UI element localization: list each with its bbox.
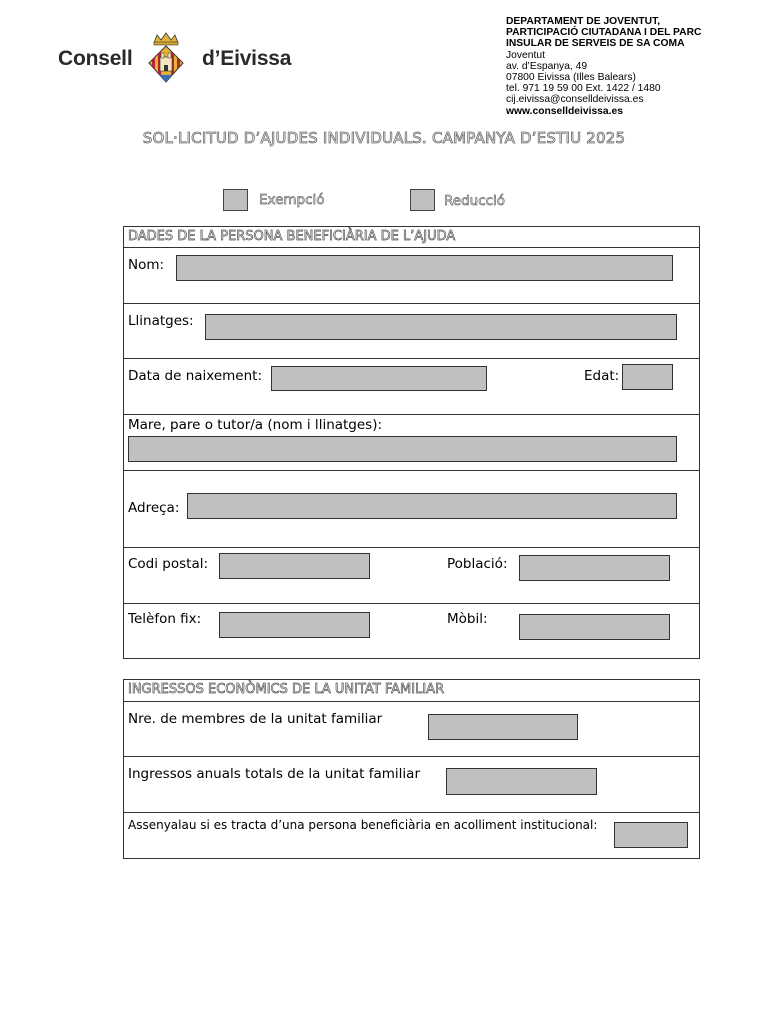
divider [123,812,700,813]
acolliment-label: Assenyalau si es tracta d’una persona beneficiària en acolliment institucional: [128,818,598,832]
coat-of-arms-logo [146,31,186,85]
form-title: SOL·LICITUD D’AJUDES INDIVIDUALS. CAMPANYA D’ESTIU 2025 [142,129,626,147]
exempcio-checkbox[interactable] [223,189,248,211]
mobil-label: Mòbil: [447,611,488,627]
poblacio-field[interactable] [519,555,670,581]
mobil-field[interactable] [519,614,670,640]
department-name-line: INSULAR DE SERVEIS DE SA COMA [506,38,685,50]
codi-postal-field[interactable] [219,553,370,579]
income-section-heading: INGRESSOS ECONÒMICS DE LA UNITAT FAMILIAR [128,682,445,697]
adreca-label: Adreça: [128,500,180,516]
logo-text-deivissa: d’Eivissa [202,47,292,70]
codi-postal-label: Codi postal: [128,556,209,572]
divider [123,603,700,604]
contact-email: cij.eivissa@conselldeivissa.es [506,94,644,106]
membres-field[interactable] [428,714,578,740]
contact-line: tel. 971 19 59 00 Ext. 1422 / 1480 [506,83,661,95]
telefon-fix-field[interactable] [219,612,370,638]
edat-field[interactable] [622,364,673,390]
acolliment-field[interactable] [614,822,688,848]
llinatges-label: Llinatges: [128,313,194,329]
contact-line: av. d’Espanya, 49 [506,60,588,72]
divider [123,470,700,471]
divider [123,303,700,304]
edat-label: Edat: [584,368,620,384]
reduccio-label: Reducció [444,193,506,209]
divider [123,247,700,248]
tutor-field[interactable] [128,436,677,462]
data-naixement-label: Data de naixement: [128,368,263,384]
nom-label: Nom: [128,257,165,273]
telefon-fix-label: Telèfon fix: [128,611,202,627]
ingressos-field[interactable] [446,768,597,795]
beneficiary-section-heading: DADES DE LA PERSONA BENEFICIÀRIA DE L’AJUDA [128,229,456,244]
divider [123,414,700,415]
tutor-label: Mare, pare o tutor/a (nom i llinatges): [128,417,383,433]
data-naixement-field[interactable] [271,366,487,391]
membres-label: Nre. de membres de la unitat familiar [128,711,383,727]
contact-line: 07800 Eivissa (Illes Balears) [506,72,636,84]
divider [123,547,700,548]
reduccio-checkbox[interactable] [410,189,435,211]
llinatges-field[interactable] [205,314,677,340]
divider [123,701,700,702]
divider [123,756,700,757]
contact-line: Joventut [506,49,545,61]
nom-field[interactable] [176,255,673,281]
department-name-line: DEPARTAMENT DE JOVENTUT, [506,16,661,27]
department-address-block [506,16,756,117]
department-name-line: PARTICIPACIÓ CIUTADANA I DEL PARC [506,27,702,39]
ingressos-label: Ingressos anuals totals de la unitat familiar [128,766,420,782]
divider [123,358,700,359]
exempcio-label: Exempció [259,192,325,208]
adreca-field[interactable] [187,493,677,519]
website-link: www.conselldeivissa.es [506,105,623,117]
logo-text-consell: Consell [58,47,133,70]
poblacio-label: Població: [447,556,508,572]
